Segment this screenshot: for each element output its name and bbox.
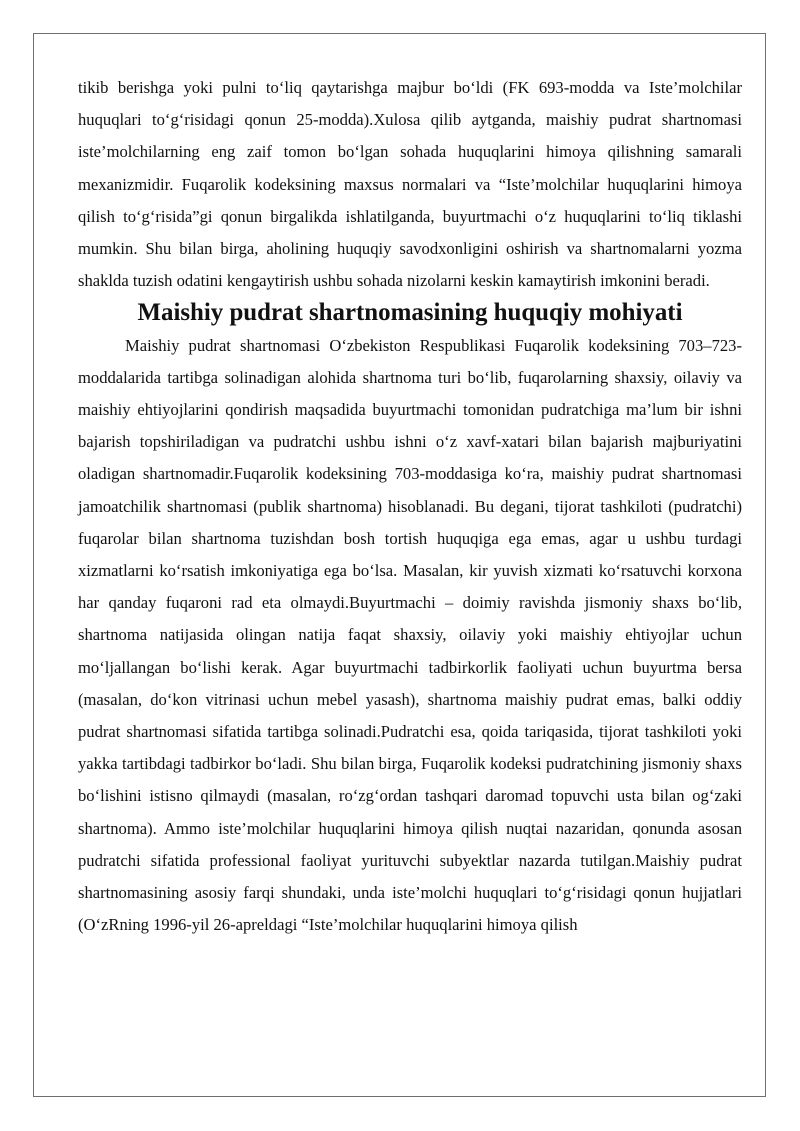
paragraph-main: Maishiy pudrat shartnomasi O‘zbekiston Respublikasi Fuqarolik kodeksining 703–723-moddalarida tartibga solinadigan alohida shartnoma turi bo‘lib, fuqarolarning shaxsiy, oilaviy va maishiy ehtiyojlarini qondirish maqsadida buyurtmachi tomonidan pudratchiga ma’lum bir ishni bajarish topshiriladigan va pudratchi ushbu ishni o‘z xavf-xatari bilan bajarish majburiyatini oladigan shartnomadir.Fuqarolik kodeksining 703-moddasiga ko‘ra, maishiy pudrat shartnomasi jamoatchilik shartnomasi (publik shartnoma) hisoblanadi. Bu degani, tijorat tashkiloti (pudratchi) fuqarolar bilan shartnoma tuzishdan bosh tortish huquqiga ega emas, agar u ushbu turdagi xizmatlarni ko‘rsatish imkoniyatiga ega bo‘lsa. Masalan, kir yuvish xizmati ko‘rsatuvchi korxona har qanday fuqaroni rad eta olmaydi.Buyurtmachi – doimiy ravishda jismoniy shaxs bo‘lib, shartnoma natijasida olingan natija faqat shaxsiy, oilaviy yoki maishiy ehtiyojlar uchun mo‘ljallangan bo‘lishi kerak. Agar buyurtmachi tadbirkorlik faoliyati uchun buyurtma bersa (masalan, do‘kon vitrinasi uchun mebel yasash), shartnoma maishiy pudrat emas, balki oddiy pudrat shartnomasi sifatida tartibga solinadi.Pudratchi esa, qoida tariqasida, tijorat tashkiloti yoki yakka tartibdagi tadbirkor bo‘ladi. Shu bilan birga, Fuqarolik kodeksi pudratchining jismoniy shaxs bo‘lishini istisno qilmaydi (masalan, ro‘zg‘ordan tashqari daromad topuvchi usta bilan og‘zaki shartnoma). Ammo iste’molchilar huquqlarini himoya qilish nuqtai nazaridan, qonunda asosan pudratchi sifatida professional faoliyat yurituvchi subyektlar nazarda tutilgan.Maishiy pudrat shartnomasining asosiy farqi shundaki, unda iste’molchi huquqlari to‘g‘risidagi qonun hujjatlari (O‘zRning 1996-yil 26-apreldagi “Iste’molchilar huquqlarini himoya qilish <box>78 335 742 935</box>
section-heading: Maishiy pudrat shartnomasining huquqiy mohiyati <box>137 299 683 327</box>
document-body <box>78 72 742 941</box>
paragraph-continuation: tikib berishga yoki pulni to‘liq qaytarishga majbur bo‘ldi (FK 693-modda va Iste’molchilar huquqlari to‘g‘risidagi qonun 25-modda).Xulosa qilib aytganda, maishiy pudrat shartnomasi iste’molchilarning eng zaif tomon bo‘lgan sohada huquqlarini himoya qilishning samarali mexanizmidir. Fuqarolik kodeksining maxsus normalari va “Iste’molchilar huquqlarini himoya qilish to‘g‘risida”gi qonun birgalikda ishlatilganda, buyurtmachi o‘z huquqlarini to‘liq tiklashi mumkin. Shu bilan birga, aholining huquqiy savodxonligini oshirish va shartnomalarni yozma shaklda tuzish odatini kengaytirish ushbu sohada nizolarni keskin kamaytirish imkonini beradi. <box>78 78 742 291</box>
